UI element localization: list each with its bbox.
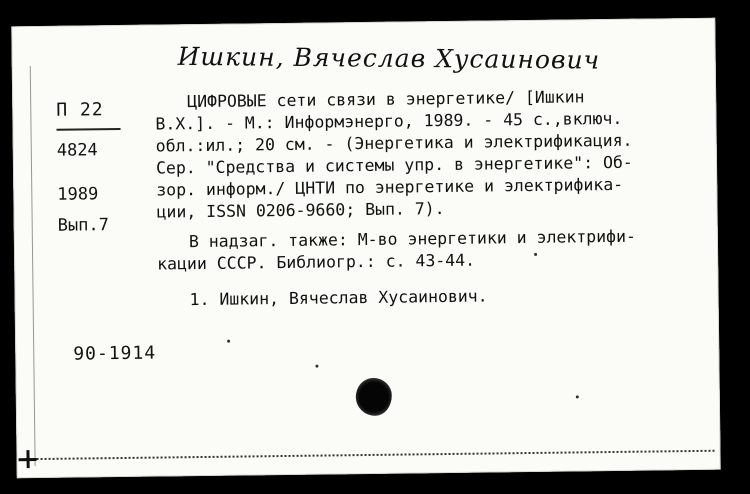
ink-speck [315, 365, 318, 368]
shelf-mark: П 22 [56, 99, 104, 121]
description-line: Сер. "Средства и системы упр. в энергетике": Об- [155, 152, 633, 178]
catalog-card [11, 18, 720, 479]
handwritten-heading: Ишкин, Вячеслав Хусаинович [177, 41, 601, 75]
ink-speck [227, 340, 230, 343]
description-line: обл.:ил.; 20 см. - (Энергетика и электрификация. [155, 130, 633, 156]
crop-mark [18, 450, 36, 468]
inventory-number: 90-1914 [73, 342, 157, 365]
call-number-column [56, 99, 122, 246]
ink-blot [356, 378, 392, 416]
card-bottom-rule [25, 450, 715, 460]
note-line: кации СССР. Библиогр.: с. 43-44. [157, 250, 476, 274]
shelf-mark-underline [57, 128, 121, 131]
ink-speck [534, 253, 537, 256]
description-line: зор. информ./ ЦНТИ по энергетике и электрифика- [156, 174, 624, 200]
description-line: ЦИФРОВЫЕ сети связи в энергетике/ [Ишкин [187, 87, 585, 112]
description-line: ции, ISSN 0206-9660; Вып. 7). [156, 199, 445, 222]
ink-speck [576, 395, 579, 398]
description-line: В.Х.]. - М.: Информэнерго, 1989. - 45 с.,включ. [155, 108, 623, 134]
call-number-line: 4824 [56, 140, 98, 161]
call-number-issue: Вып.7 [57, 215, 110, 236]
note-line: В надзаг. также: М-во энергетики и электрифи- [188, 226, 637, 252]
tracing-line: 1. Ишкин, Вячеслав Хусаинович. [189, 286, 488, 310]
call-number-year: 1989 [57, 184, 99, 205]
bibliographic-description [155, 86, 637, 312]
